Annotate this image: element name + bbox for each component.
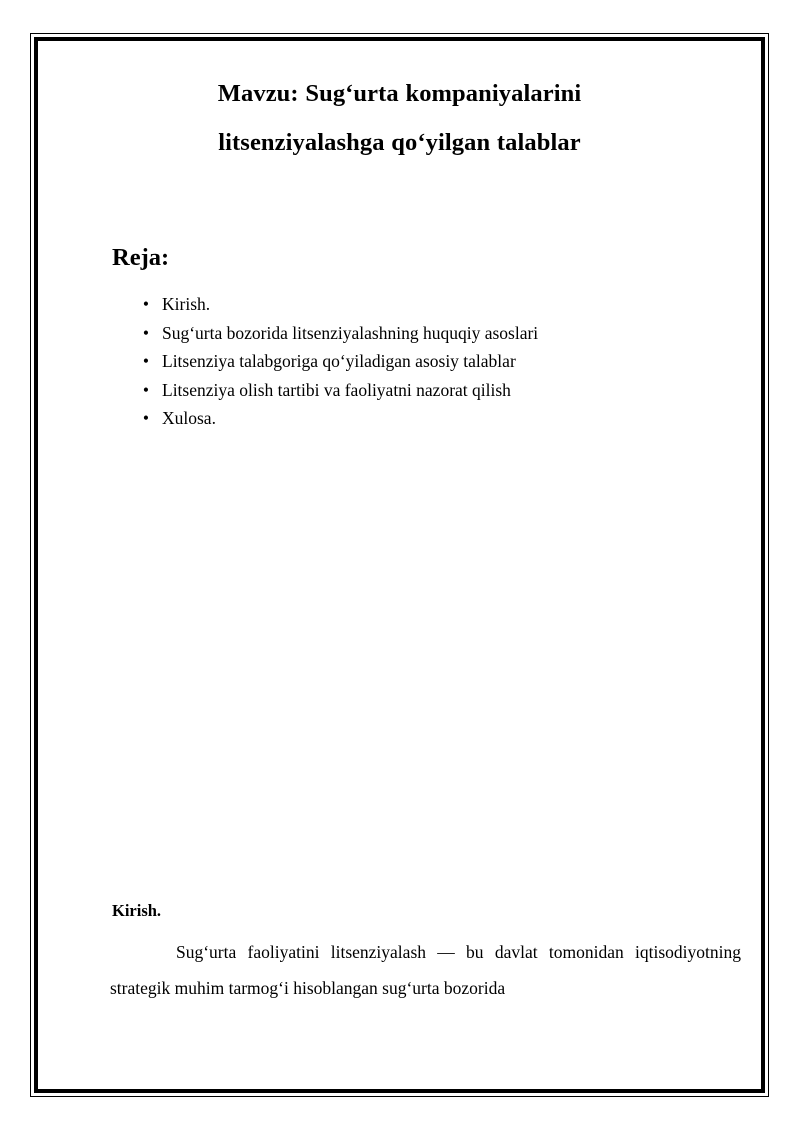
- bullet-icon: •: [142, 379, 150, 400]
- list-item: [38, 376, 761, 405]
- list-item-label: Kirish.: [162, 294, 211, 314]
- list-item-label: Sugʻurta bozorida litsenziyalashning huquqiy asoslari: [162, 322, 539, 343]
- list-item: [38, 404, 761, 433]
- document-title-line-1: Mavzu: Sugʻurta kompaniyalarini: [217, 80, 582, 107]
- list-item: [38, 319, 761, 348]
- page-content: [38, 41, 761, 1089]
- section-paragraph-kirish: Sugʻurta faoliyatini litsenziyalash — bu davlat tomonidan iqtisodiyotning strategik muhim tarmogʻi hisoblangan sugʻurta bozorida: [110, 941, 741, 999]
- plan-heading: Reja:: [112, 244, 170, 271]
- content-gap: [38, 433, 761, 900]
- bullet-icon: •: [142, 408, 150, 429]
- list-item: [38, 347, 761, 376]
- plan-list: [38, 273, 761, 433]
- bullet-icon: •: [142, 294, 150, 314]
- section-heading-kirish: Kirish.: [112, 900, 162, 920]
- list-item-label: Xulosa.: [162, 408, 216, 429]
- document-title-line-2: litsenziyalashga qoʻyilgan talablar: [218, 129, 581, 156]
- list-item: [38, 290, 761, 319]
- list-item-label: Litsenziya talabgoriga qoʻyiladigan asosiy talablar: [162, 351, 516, 372]
- bullet-icon: •: [142, 351, 150, 372]
- list-item-label: Litsenziya olish tartibi va faoliyatni nazorat qilish: [162, 379, 511, 400]
- document-title: [38, 41, 761, 167]
- bullet-icon: •: [142, 322, 150, 343]
